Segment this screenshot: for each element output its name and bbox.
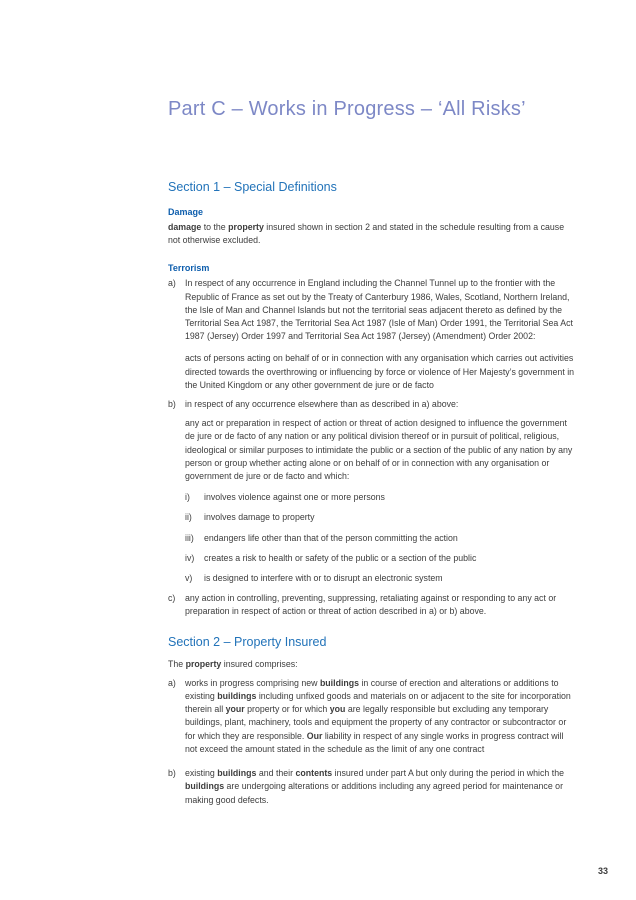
- roman-item-iv-text: creates a risk to health or safety of the public or a section of the public: [204, 552, 477, 563]
- roman-item-ii: [185, 511, 575, 524]
- roman-item-iv: [185, 552, 575, 565]
- terrorism-heading: Terrorism: [168, 263, 210, 274]
- list-label-v: v): [185, 573, 193, 584]
- damage-definition: damage to the property insured shown in section 2 and stated in the schedule resulting from a cause not otherwise excluded.: [168, 222, 565, 246]
- property-item-b: [168, 767, 575, 807]
- terrorism-item-b: [168, 398, 575, 411]
- roman-item-i: [185, 491, 575, 504]
- list-label-ii: ii): [185, 512, 192, 523]
- page-content: [168, 0, 575, 807]
- page-number: 33: [597, 866, 608, 876]
- roman-item-i-text: involves violence against one or more persons: [204, 492, 385, 503]
- terrorism-item-a-subpara: acts of persons acting on behalf of or in connection with any organisation which carries out activities directed towards the overthrowing or influencing by force or violence of Her Majesty’s government in the United Kingdom or any other government de jure or de facto: [185, 353, 575, 390]
- terrorism-item-b-subpara: any act or preparation in respect of action or threat of action designed to influence the government de jure or de facto of any nation or any political division thereof or in pursuit of political, religious, ideological or similar purposes to intimidate the public or a section of the public of any nation by any person or group whether acting alone or on behalf of or in connection with any organisation or government de jure or de facto and which:: [185, 418, 573, 482]
- property-item-b-text: existing buildings and their contents insured under part A but only during the period in which the buildings are undergoing alterations or additions including any agreed period for maintenance or making good defects.: [185, 768, 564, 805]
- list-label-iii: iii): [185, 532, 194, 543]
- terrorism-item-a: [168, 277, 575, 343]
- terrorism-item-b-text: in respect of any occurrence elsewhere than as described in a) above:: [185, 399, 459, 410]
- roman-item-v-text: is designed to interfere with or to disrupt an electronic system: [204, 573, 443, 584]
- list-label-a: a): [168, 278, 176, 289]
- section-1-heading: Section 1 – Special Definitions: [168, 180, 337, 194]
- roman-item-iii: [185, 532, 575, 545]
- roman-item-iii-text: endangers life other than that of the person committing the action: [204, 532, 458, 543]
- section-2-heading: Section 2 – Property Insured: [168, 634, 327, 649]
- list-label-b: b): [168, 399, 176, 410]
- roman-item-v: [185, 572, 575, 585]
- damage-heading: Damage: [168, 207, 204, 217]
- property-insured-intro: The property insured comprises:: [168, 658, 298, 669]
- terrorism-item-c-text: any action in controlling, preventing, suppressing, retaliating against or responding to any act or preparation in respect of action or threat of action described in a) or b) above.: [185, 593, 557, 617]
- roman-item-ii-text: involves damage to property: [204, 512, 315, 523]
- terrorism-item-c: [168, 592, 575, 618]
- list-label-c: c): [168, 593, 176, 604]
- terrorism-roman-list: [185, 491, 575, 585]
- property-item-a: [168, 677, 575, 756]
- list-label-b2: b): [168, 768, 176, 779]
- list-label-i: i): [185, 492, 190, 503]
- property-item-a-text: works in progress comprising new buildings in course of erection and alterations or additions to existing buildings including unfixed goods and materials on or adjacent to the site for incorporation therein all your property or for which you are legally responsible but excluding any temporary buildings, plant, machinery, tools and equipment the property of any contractor or subcontractor or for which they are responsible. Our liability in respect of any single works in progress contract will not exceed the amount stated in the schedule as the limit of any one contract: [185, 677, 571, 754]
- list-label-a2: a): [168, 677, 176, 688]
- list-label-iv: iv): [185, 552, 195, 563]
- page-title: Part C – Works in Progress – ‘All Risks’: [168, 98, 526, 120]
- terrorism-item-a-text: In respect of any occurrence in England including the Channel Tunnel up to the frontier with the Republic of France as set out by the Treaty of Canterbury 1986, Wales, Scotland, Northern Ireland, the Isle of Man and Channel Islands but not the territorial seas adjacent thereto as defined by the Territorial Sea Act 1987, the Territorial Sea Act 1987 (Isle of Man) Order 1991, the Territorial Sea Act 1987 (Jersey) Order 1997 and Territorial Sea Act 1987 (Jersey) (Amendment) Order 2002:: [185, 278, 573, 342]
